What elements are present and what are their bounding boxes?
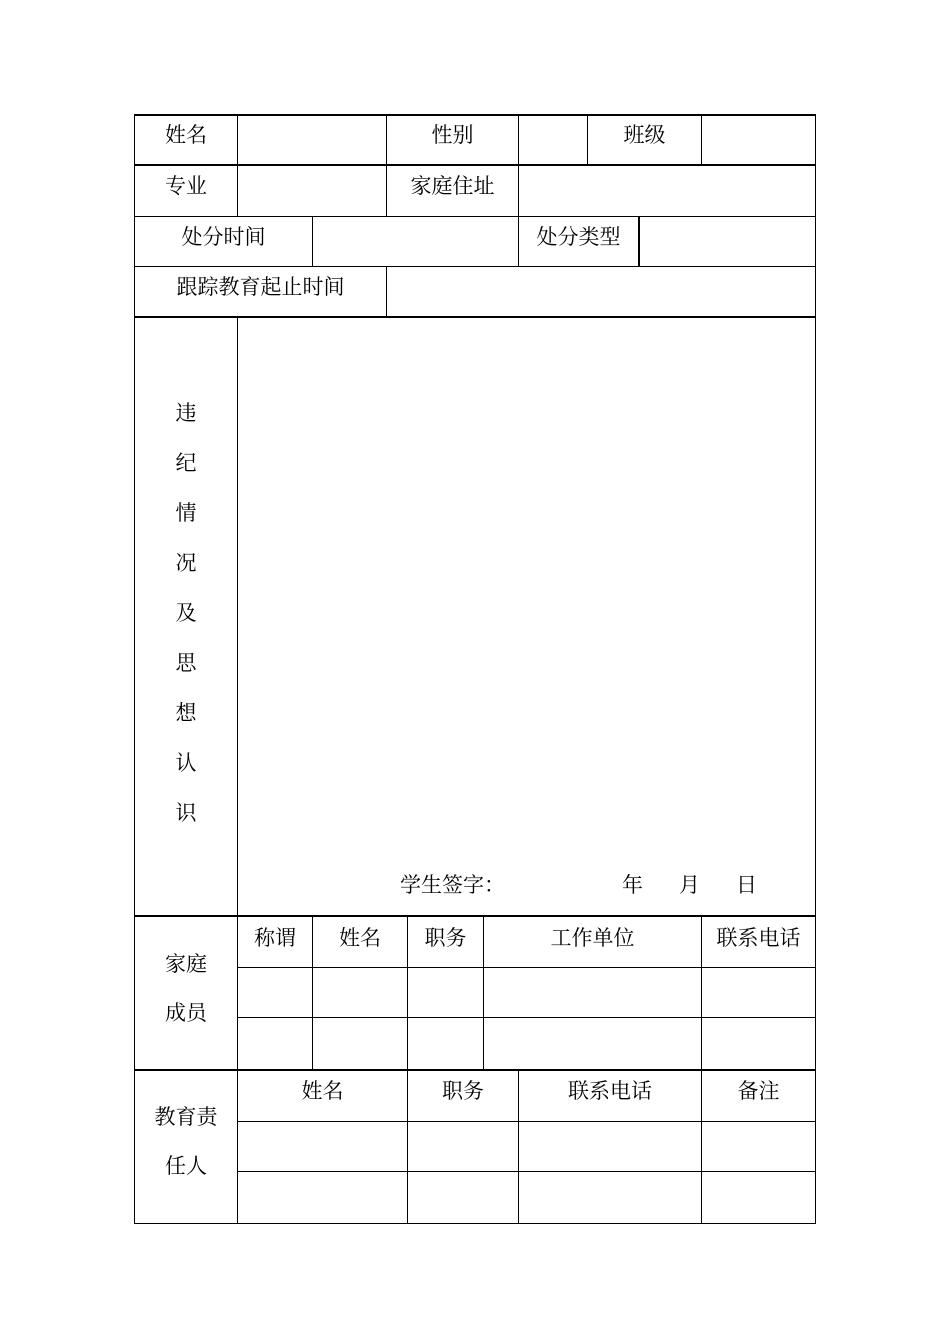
name-field[interactable] — [238, 116, 386, 164]
side-char: 识 — [175, 801, 197, 825]
responsible-header-phone: 联系电话 — [568, 1079, 652, 1103]
responsible-header-remarks: 备注 — [737, 1079, 780, 1103]
student-signature-label: 学生签字： — [400, 873, 505, 897]
side-char: 违 — [175, 401, 197, 425]
class-label: 班级 — [623, 123, 666, 147]
address-field[interactable] — [519, 166, 815, 216]
gender-field[interactable] — [519, 116, 587, 164]
family-header-workplace: 工作单位 — [550, 926, 635, 950]
responsible-header-position: 职务 — [442, 1079, 484, 1103]
gender-label: 性别 — [431, 123, 474, 147]
side-char: 况 — [175, 551, 197, 575]
responsible-side-label-line1: 教育责 — [154, 1105, 218, 1129]
side-char: 纪 — [175, 451, 197, 475]
name-label: 姓名 — [165, 123, 207, 147]
table-row[interactable] — [238, 1018, 815, 1069]
responsible-side-label-line2: 任人 — [165, 1154, 207, 1178]
month-label: 月 — [679, 873, 700, 897]
address-label: 家庭住址 — [410, 174, 495, 198]
punish-type-field[interactable] — [640, 217, 815, 266]
class-field[interactable] — [702, 116, 815, 164]
side-char: 想 — [175, 701, 197, 725]
year-label: 年 — [622, 873, 643, 897]
family-side-label-line2: 成员 — [165, 1001, 207, 1025]
family-side-label-line1: 家庭 — [165, 952, 207, 976]
table-row[interactable] — [238, 1122, 815, 1171]
family-header-relation: 称谓 — [254, 926, 296, 950]
responsible-header-name: 姓名 — [301, 1079, 344, 1103]
student-signature-field[interactable] — [506, 870, 611, 900]
family-header-position: 职务 — [424, 926, 467, 950]
violation-content-area[interactable] — [238, 318, 815, 858]
punish-time-field[interactable] — [313, 217, 518, 266]
table-row[interactable] — [238, 1172, 815, 1223]
major-label: 专业 — [165, 174, 207, 198]
side-char: 思 — [175, 651, 197, 675]
side-char: 情 — [175, 501, 197, 525]
family-header-phone: 联系电话 — [716, 926, 801, 950]
major-field[interactable] — [238, 166, 386, 216]
side-char: 及 — [175, 601, 197, 625]
violation-side-label — [166, 401, 206, 851]
family-header-name: 姓名 — [339, 926, 381, 950]
punish-time-label: 处分时间 — [181, 225, 266, 249]
tracking-period-label: 跟踪教育起止时间 — [176, 275, 345, 299]
punish-type-label: 处分类型 — [536, 225, 621, 249]
side-char: 认 — [175, 751, 197, 775]
day-label: 日 — [736, 873, 757, 897]
tracking-period-field[interactable] — [387, 267, 815, 316]
table-row[interactable] — [238, 968, 815, 1017]
